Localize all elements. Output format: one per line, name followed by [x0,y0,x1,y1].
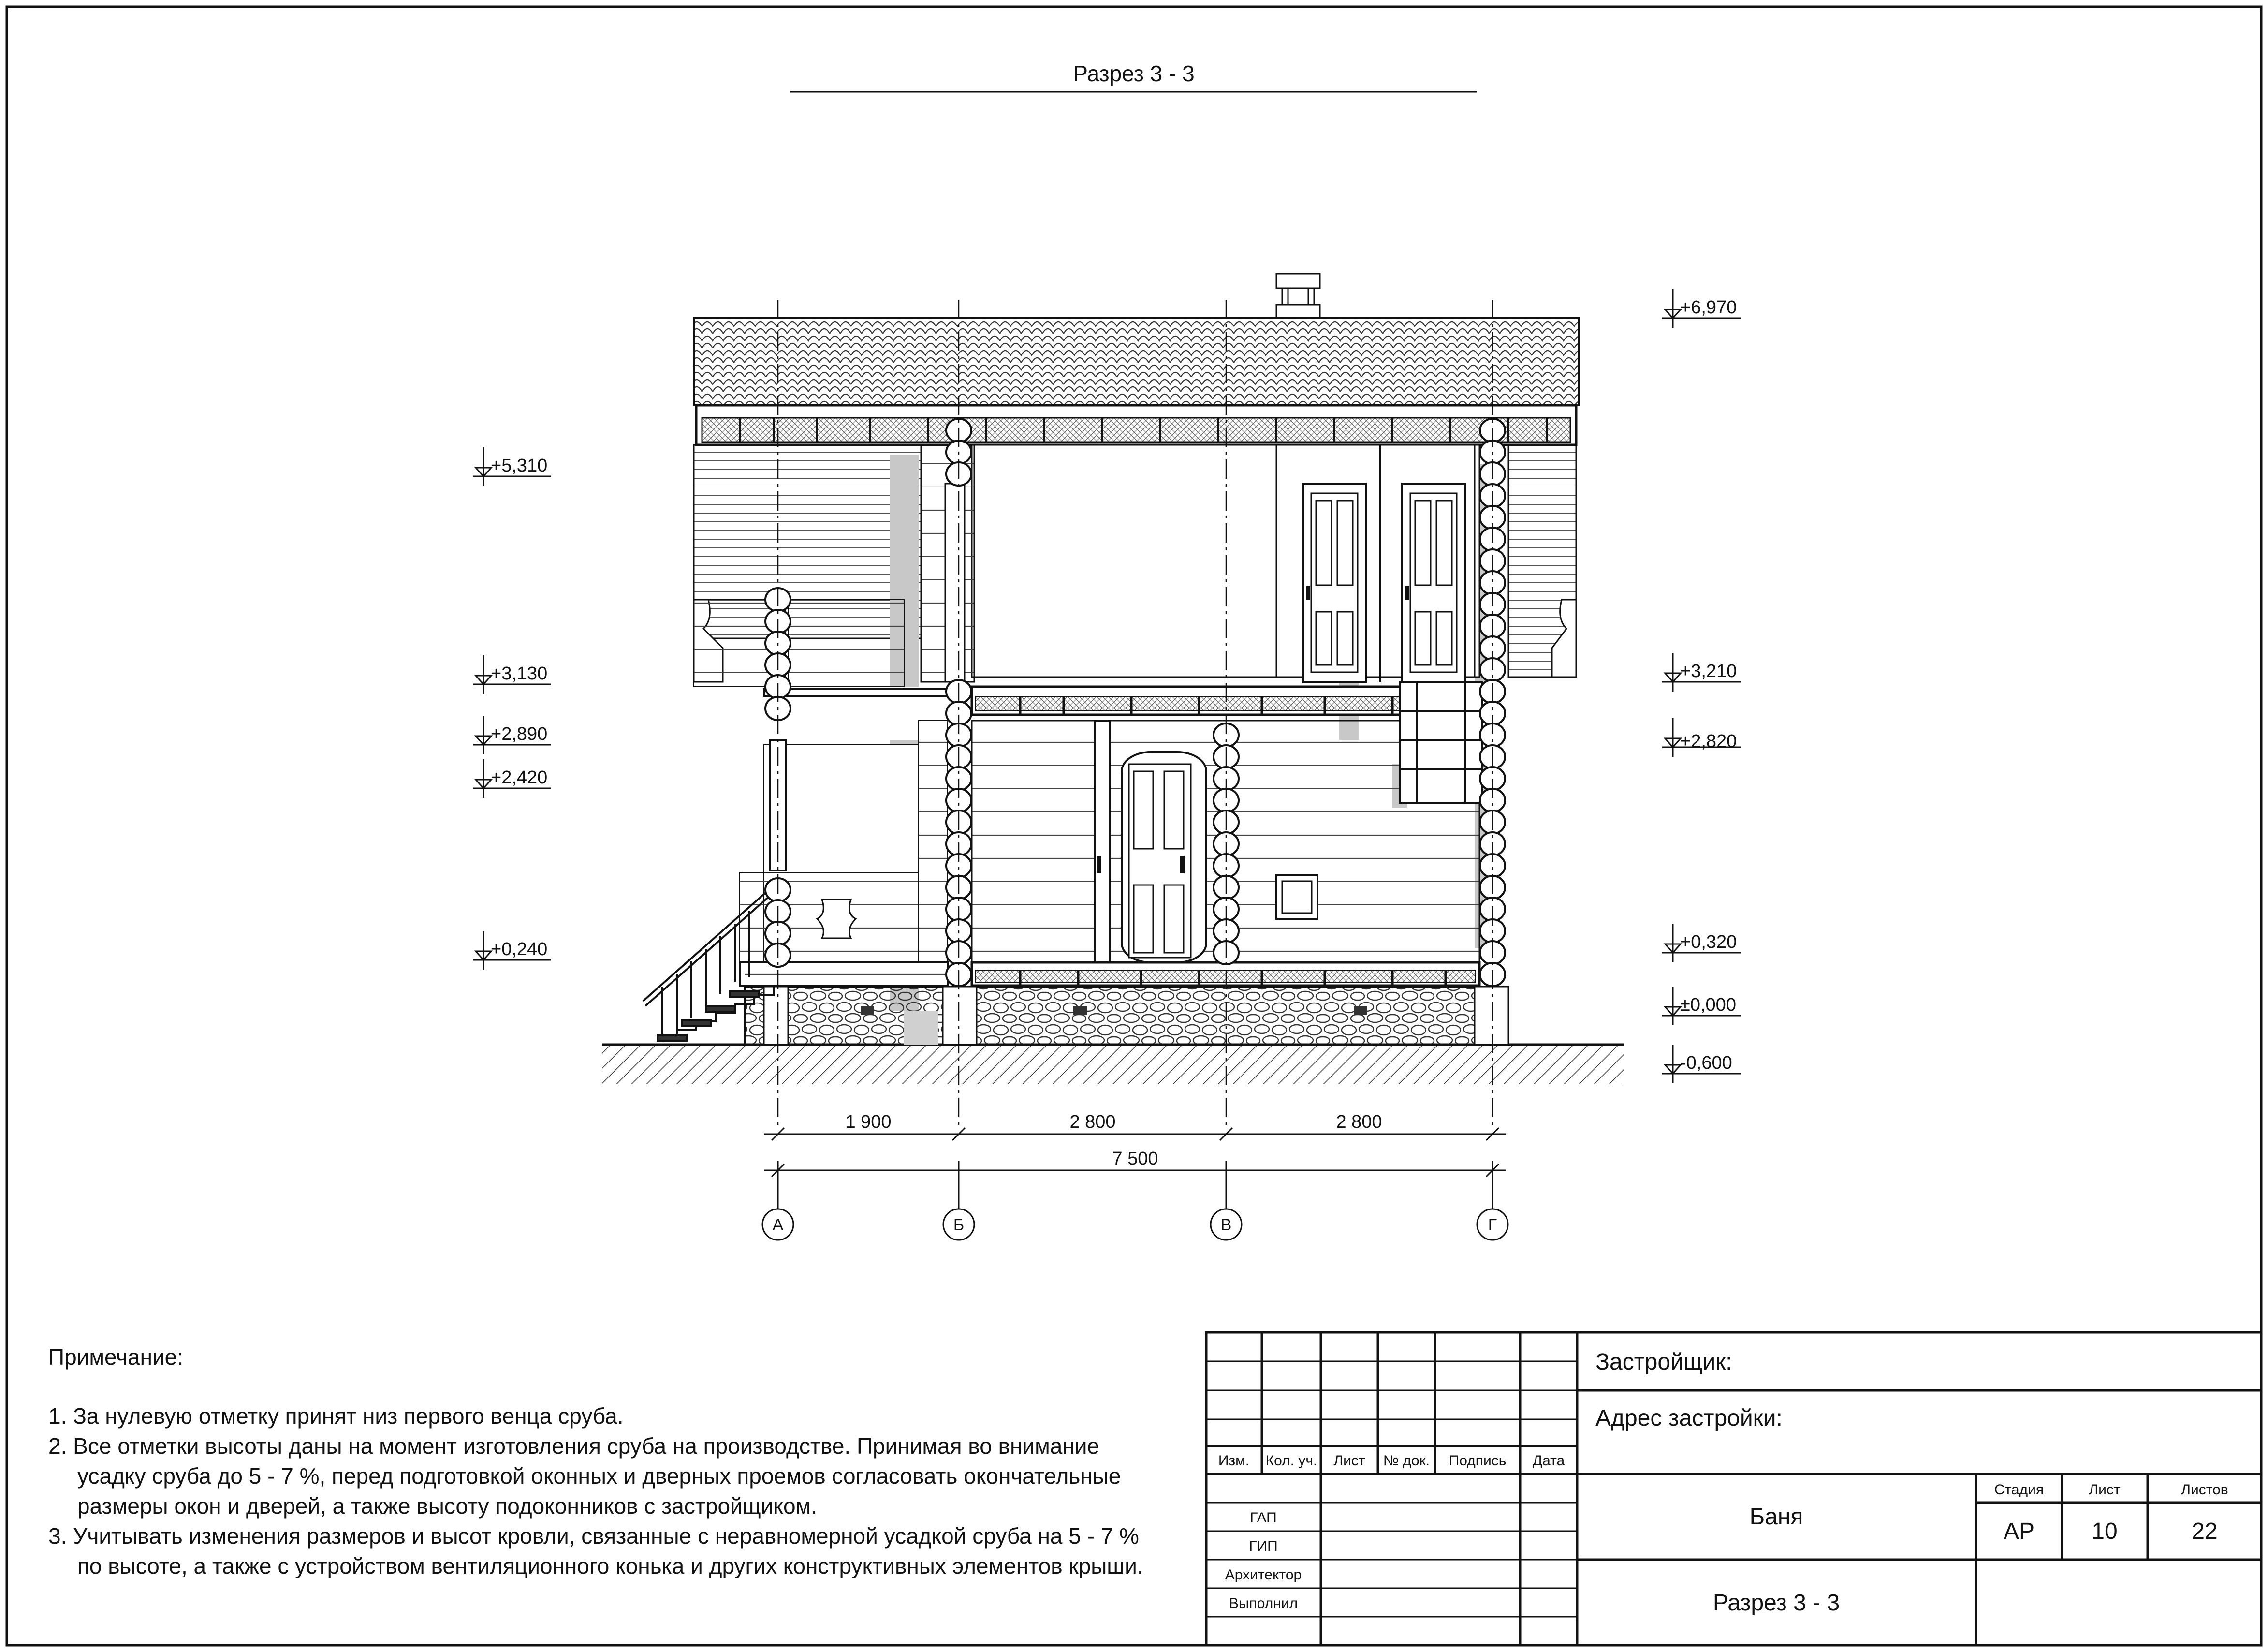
tb-col-list: Лист [1333,1453,1365,1469]
axis-label-g: Г [1488,1216,1497,1234]
tb-sheets-value: 22 [2192,1519,2218,1544]
tb-col-podpis: Подпись [1449,1453,1507,1469]
note-item-1: 1. За нулевую отметку принят низ первого венца сруба. [48,1403,624,1429]
level-right-0320: +0,320 [1680,932,1737,952]
tb-col-ndok: № док. [1383,1453,1430,1469]
note-item-3: 3. Учитывать изменения размеров и высот кровли, связанные с неравномерной усадкой сруба на 5 - 7 % по высоте, а также с устройством вентиляционного конька и других конструктивных элементов крыши. [48,1523,1143,1578]
tb-sheets-label: Листов [2181,1482,2228,1498]
roof-shingles [694,318,1579,405]
level-left-5310: +5,310 [491,456,548,476]
tb-role-executor: Выполнил [1229,1595,1298,1611]
level-left-3130: +3,130 [491,664,548,684]
level-right-minus0600: -0,600 [1680,1053,1732,1073]
tb-stage-label: Стадия [1994,1482,2044,1498]
level-marks-left [473,447,551,970]
attic-door-right [1402,484,1465,682]
tb-sheet-label: Лист [2089,1482,2121,1498]
tb-object-name: Баня [1749,1504,1803,1530]
tb-col-izm: Изм. [1218,1453,1250,1469]
level-right-0000: ±0,000 [1680,995,1736,1015]
chimney [1276,274,1320,318]
tb-drawing-name: Разрез 3 - 3 [1712,1590,1840,1616]
tb-col-data: Дата [1532,1453,1565,1469]
tb-role-gap: ГАП [1250,1510,1277,1526]
tb-developer-label: Застройщик: [1595,1349,1732,1375]
ground-hatch [602,1045,1624,1084]
attic-door-left [1303,484,1366,682]
note-item-2: 2. Все отметки высоты даны на момент изготовления сруба на производстве. Принимая во внимание усадку сруба до 5 - 7 %, перед подготовкой оконных и дверных проемов согласовать окончательные размеры окон и дверей, а также высоту подоконников с застройщиком. [48,1433,1121,1519]
axis-label-v: В [1220,1216,1232,1234]
stone-foundation [745,987,1479,1045]
building-section [602,274,1624,1127]
level-right-6970: +6,970 [1680,297,1737,318]
notes-block [48,1342,1160,1581]
axis-bubbles [762,1209,1508,1240]
drawing-title: Разрез 3 - 3 [1073,61,1195,86]
level-right-3210: +3,210 [1680,661,1737,681]
dim-span-3: 2 800 [1336,1112,1382,1132]
dim-total: 7 500 [1112,1149,1158,1169]
attic-stair [1400,682,1482,803]
tb-role-architect: Архитектор [1225,1567,1302,1583]
level-left-0240: +0,240 [491,939,548,959]
tb-sheet-value: 10 [2092,1519,2118,1544]
tb-address-label: Адрес застройки: [1595,1405,1783,1431]
notes-heading: Примечание: [48,1344,184,1370]
level-marks-right [1662,289,1741,1083]
level-left-2890: +2,890 [491,724,548,744]
tb-stage-value: АР [2003,1519,2035,1544]
axis-label-b: Б [953,1216,965,1234]
dim-span-2: 2 800 [1069,1112,1116,1132]
level-left-2420: +2,420 [491,767,548,788]
dim-span-1: 1 900 [845,1112,892,1132]
axis-label-a: А [772,1216,784,1234]
tb-role-gip: ГИП [1249,1538,1278,1554]
tb-col-kolvo: Кол. уч. [1265,1453,1317,1469]
level-right-2820: +2,820 [1680,731,1737,752]
